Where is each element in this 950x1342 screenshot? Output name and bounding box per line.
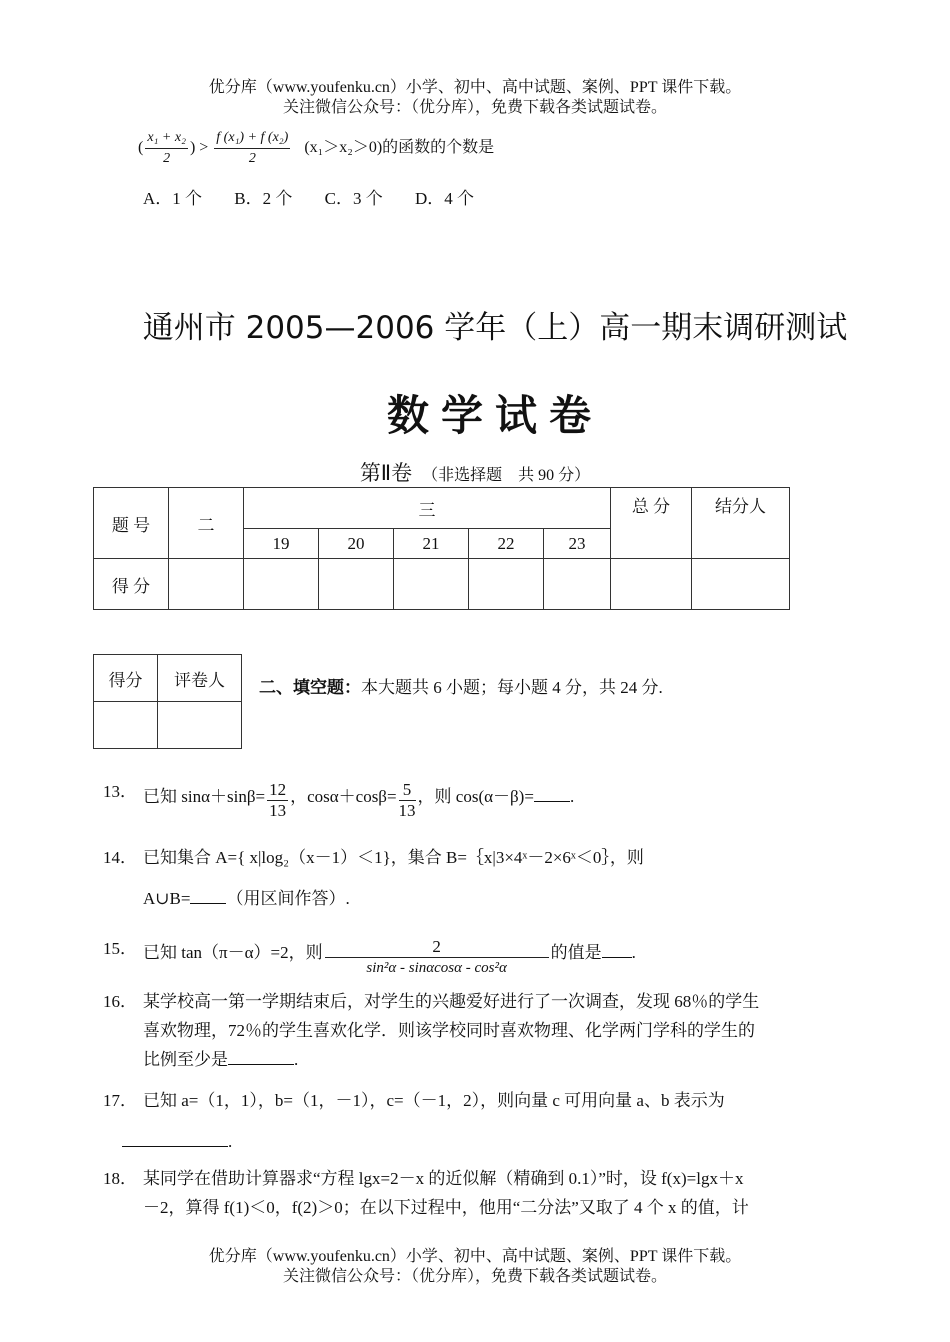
header-line-1: 优分库（www.youfenku.cn）小学、初中、高中试题、案例、PPT 课件下载。 <box>208 79 742 96</box>
question-17: 17． 已知 a=（1，1），b=（1，－1），c=（－1，2），则向量 c 可用向量 a、b 表示为 <box>103 1091 725 1110</box>
question-14: 14． 已知集合 A={ x|log₂（x－1）＜1}，集合 B=｛x|3×4ˣ－2×6ˣ＜0｝，则 A∪B= （用区间作答）. <box>103 848 644 908</box>
grade-box <box>93 654 242 749</box>
score-table <box>93 487 790 610</box>
q16-answer-blank <box>228 1048 294 1065</box>
option-b: B．2 个 <box>234 189 293 208</box>
question-13: 13． 已知 sinα＋sinβ= $\frac{12}{13}$ ，cosα＋cosβ= $\frac{5}{13}$ ，则 cos(α－β)= . <box>103 780 575 820</box>
grade-score-label: 得分 <box>94 655 158 702</box>
part2-heading: 二、填空题：本大题共 6 小题；每小题 4 分，共 24 分. <box>259 678 663 697</box>
option-d: D．4 个 <box>414 189 474 208</box>
exam-subject-title: 数学试卷 <box>386 391 603 440</box>
section-header: 第Ⅱ卷 （非选择题 共 90 分） <box>359 461 591 485</box>
prev-question-options <box>143 184 474 209</box>
q13-answer-blank <box>534 785 570 802</box>
question-17-answer: . <box>122 1130 232 1152</box>
score-cell-q22 <box>469 559 544 610</box>
question-15: 15． 已知 tan（π－α）=2，则 $\frac{2}{\text{sin²α - sinαcosα - cos²α}}$ 的值是 . <box>103 937 636 976</box>
col-q19: 19 <box>244 529 319 559</box>
score-cell-q20 <box>319 559 394 610</box>
exam-title: 通州市 2005—2006 学年（上）高一期末调研测试 <box>142 310 848 346</box>
score-cell-q21 <box>394 559 469 610</box>
header-line-2: 关注微信公众号：（优分库），免费下载各类试题试卷。 <box>282 99 667 116</box>
score-cell-q23 <box>544 559 611 610</box>
q14-answer-blank <box>190 887 226 904</box>
col-scorer: 结分人 <box>692 488 790 559</box>
score-cell-scorer <box>692 559 790 610</box>
footer-line-1: 优分库（www.youfenku.cn）小学、初中、高中试题、案例、PPT 课件下载。 <box>208 1248 742 1265</box>
question-18: 18． 某同学在借助计算器求“方程 lgx=2－x 的近似解（精确到 0.1）”时，设 f(x)=lgx＋x －2，算得 f(1)＜0，f(2)＞0；在以下过程中，他用“二分法”又取了 4 个 x 的值，计 <box>103 1169 749 1217</box>
col-q22: 22 <box>469 529 544 559</box>
col-part-3: 三 <box>244 488 611 529</box>
question-16: 16． 某学校高一第一学期结束后，对学生的兴趣爱好进行了一次调查，发现 68％的学生 喜欢物理，72％的学生喜欢化学．则该学校同时喜欢物理、化学两门学科的学生的 比例至少是 . <box>103 992 760 1069</box>
option-a: A．1 个 <box>143 189 203 208</box>
grade-reviewer-cell <box>158 702 242 749</box>
col-q20: 20 <box>319 529 394 559</box>
grade-score-cell <box>94 702 158 749</box>
row-label-question-no: 题 号 <box>94 488 169 559</box>
footer-line-2: 关注微信公众号：（优分库），免费下载各类试题试卷。 <box>282 1268 667 1285</box>
option-c: C．3 个 <box>324 189 383 208</box>
q17-answer-blank <box>122 1130 228 1147</box>
col-total: 总 分 <box>611 488 692 559</box>
q15-answer-blank <box>602 941 632 958</box>
col-q23: 23 <box>544 529 611 559</box>
row-label-score: 得 分 <box>94 559 169 610</box>
score-cell-q19 <box>244 559 319 610</box>
score-cell-total <box>611 559 692 610</box>
score-cell-part2 <box>169 559 244 610</box>
col-q21: 21 <box>394 529 469 559</box>
grade-reviewer-label: 评卷人 <box>158 655 242 702</box>
col-part-2: 二 <box>169 488 244 559</box>
prev-question-formula: ( $\frac{\text{x₁ + x₂}}{2}$ ) > $\frac{\text{f (x₁) + f (x₂)}}{2}$ (x₁＞x₂＞0)的函数的个数是 <box>138 130 495 166</box>
